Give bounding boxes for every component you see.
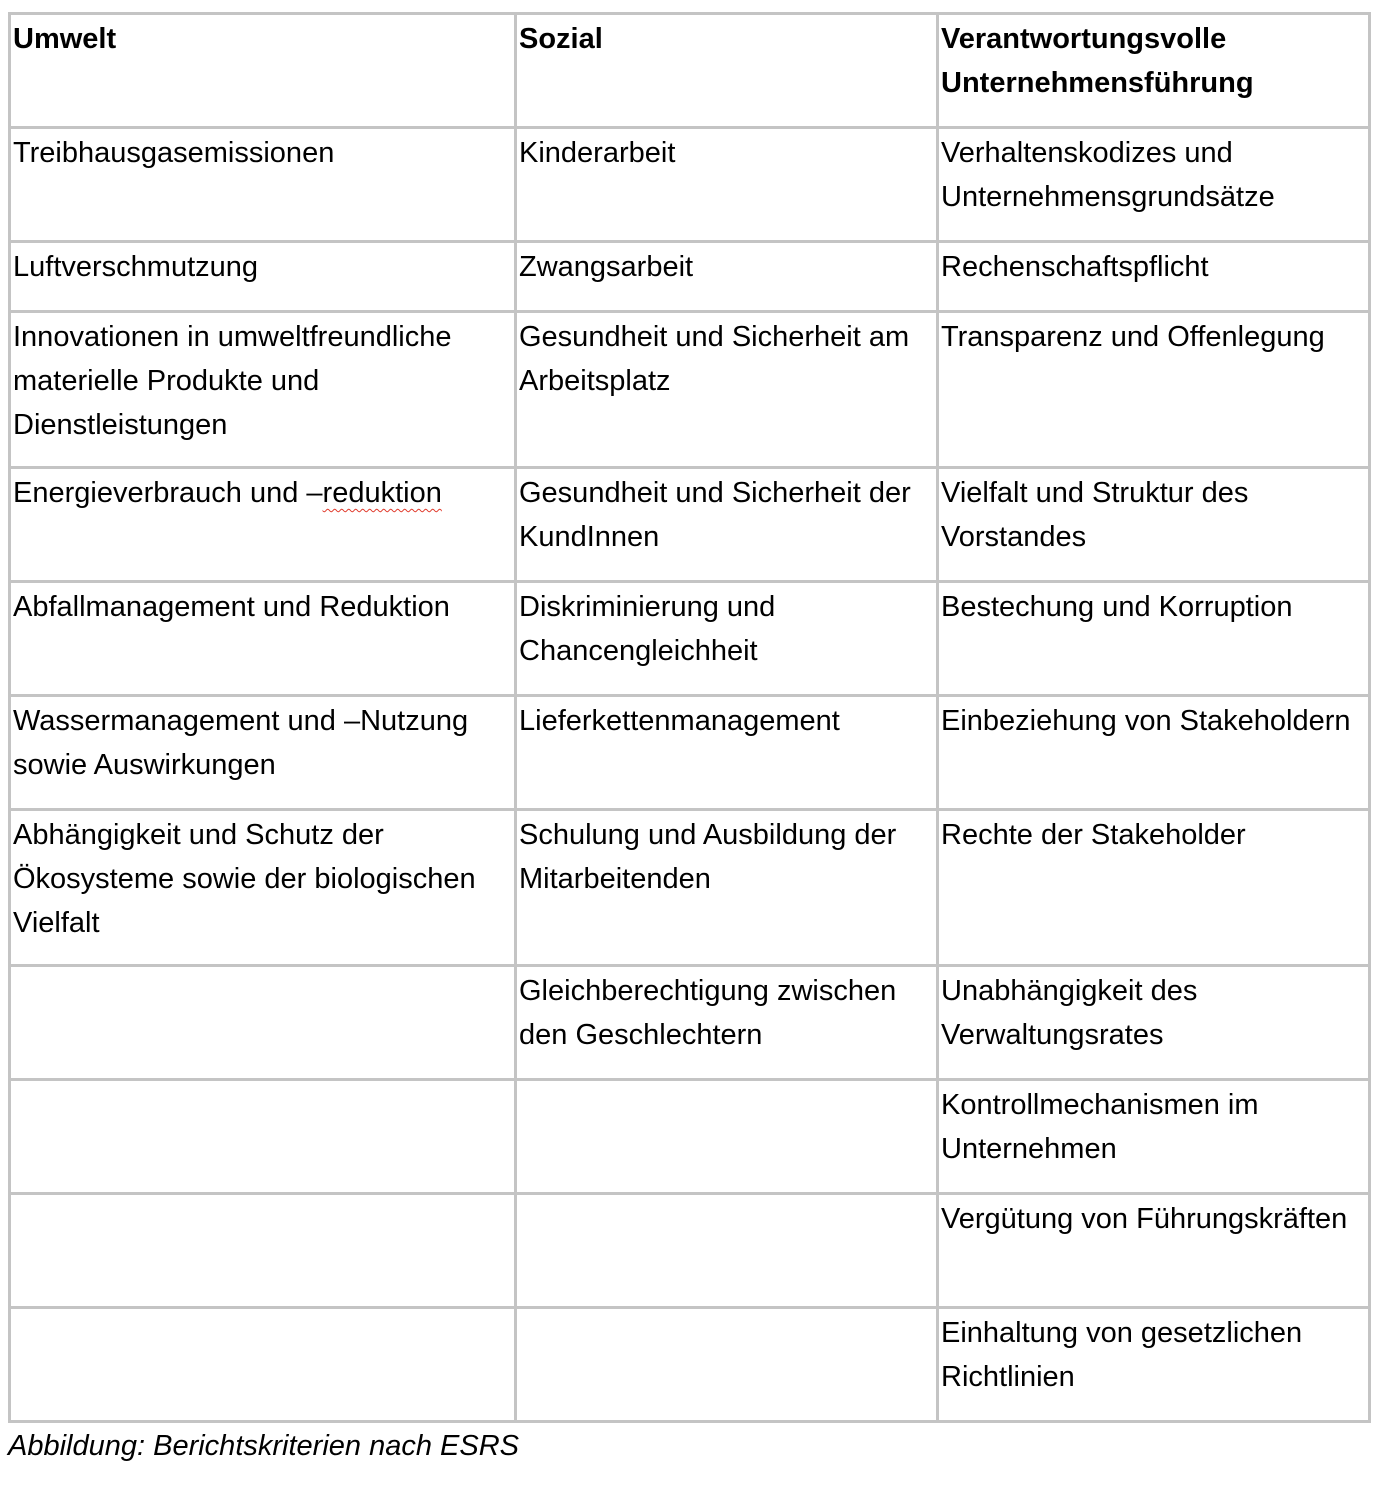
table-cell <box>10 468 516 582</box>
table-cell <box>10 966 516 1080</box>
table-cell: Kontrollmechanismen im Unternehmen <box>938 1080 1370 1194</box>
table-cell: Luftverschmutzung <box>10 242 516 312</box>
esrs-criteria-table <box>8 12 1371 1423</box>
table-cell: Transparenz und Offenlegung <box>938 312 1370 468</box>
table-cell: Einhaltung von gesetzlichen Richtlinien <box>938 1308 1370 1422</box>
table-cell: Gleichberechtigung zwischen den Geschlechtern <box>516 966 938 1080</box>
table-row <box>10 312 1370 468</box>
table-cell: Rechte der Stakeholder <box>938 810 1370 966</box>
table-header-row <box>10 14 1370 128</box>
table-cell <box>10 1194 516 1308</box>
table-row <box>10 128 1370 242</box>
table-row <box>10 468 1370 582</box>
table-cell: Abhängigkeit und Schutz der Ökosysteme sowie der biologischen Vielfalt <box>10 810 516 966</box>
table-row <box>10 242 1370 312</box>
table-row <box>10 696 1370 810</box>
table-cell: Lieferkettenmanagement <box>516 696 938 810</box>
figure-caption: Abbildung: Berichtskriterien nach ESRS <box>8 1430 519 1462</box>
table-row <box>10 1308 1370 1422</box>
table-cell: Vielfalt und Struktur des Vorstandes <box>938 468 1370 582</box>
table-cell: Kinderarbeit <box>516 128 938 242</box>
table-row <box>10 810 1370 966</box>
header-umwelt: Umwelt <box>10 14 516 128</box>
table-cell: Rechenschaftspflicht <box>938 242 1370 312</box>
table-cell: Vergütung von Führungskräften <box>938 1194 1370 1308</box>
table-row <box>10 1080 1370 1194</box>
cell-text: Energieverbrauch und – <box>13 477 323 509</box>
table-cell <box>10 1080 516 1194</box>
table-cell: Bestechung und Korruption <box>938 582 1370 696</box>
table-cell: Abfallmanagement und Reduktion <box>10 582 516 696</box>
table-cell <box>516 1194 938 1308</box>
table-cell: Einbeziehung von Stakeholdern <box>938 696 1370 810</box>
table-cell: Gesundheit und Sicherheit am Arbeitsplatz <box>516 312 938 468</box>
table-cell <box>516 1308 938 1422</box>
table-cell: Diskriminierung und Chancengleichheit <box>516 582 938 696</box>
table-cell: Innovationen in umweltfreundliche materielle Produkte und Dienstleistungen <box>10 312 516 468</box>
table-cell <box>10 1308 516 1422</box>
table-cell: Gesundheit und Sicherheit der KundInnen <box>516 468 938 582</box>
table-cell: Treibhausgasemissionen <box>10 128 516 242</box>
header-governance: Verantwortungsvolle Unternehmensführung <box>938 14 1370 128</box>
spellcheck-flagged-word: reduktion <box>322 477 442 509</box>
table-cell: Wassermanagement und –Nutzung sowie Auswirkungen <box>10 696 516 810</box>
table-row <box>10 582 1370 696</box>
document-page <box>8 12 1368 1466</box>
table-cell: Zwangsarbeit <box>516 242 938 312</box>
table-row <box>10 1194 1370 1308</box>
table-cell: Unabhängigkeit des Verwaltungsrates <box>938 966 1370 1080</box>
table-row <box>10 966 1370 1080</box>
header-sozial: Sozial <box>516 14 938 128</box>
table-cell <box>516 1080 938 1194</box>
table-cell: Schulung und Ausbildung der Mitarbeitenden <box>516 810 938 966</box>
table-cell: Verhaltenskodizes und Unternehmensgrundsätze <box>938 128 1370 242</box>
